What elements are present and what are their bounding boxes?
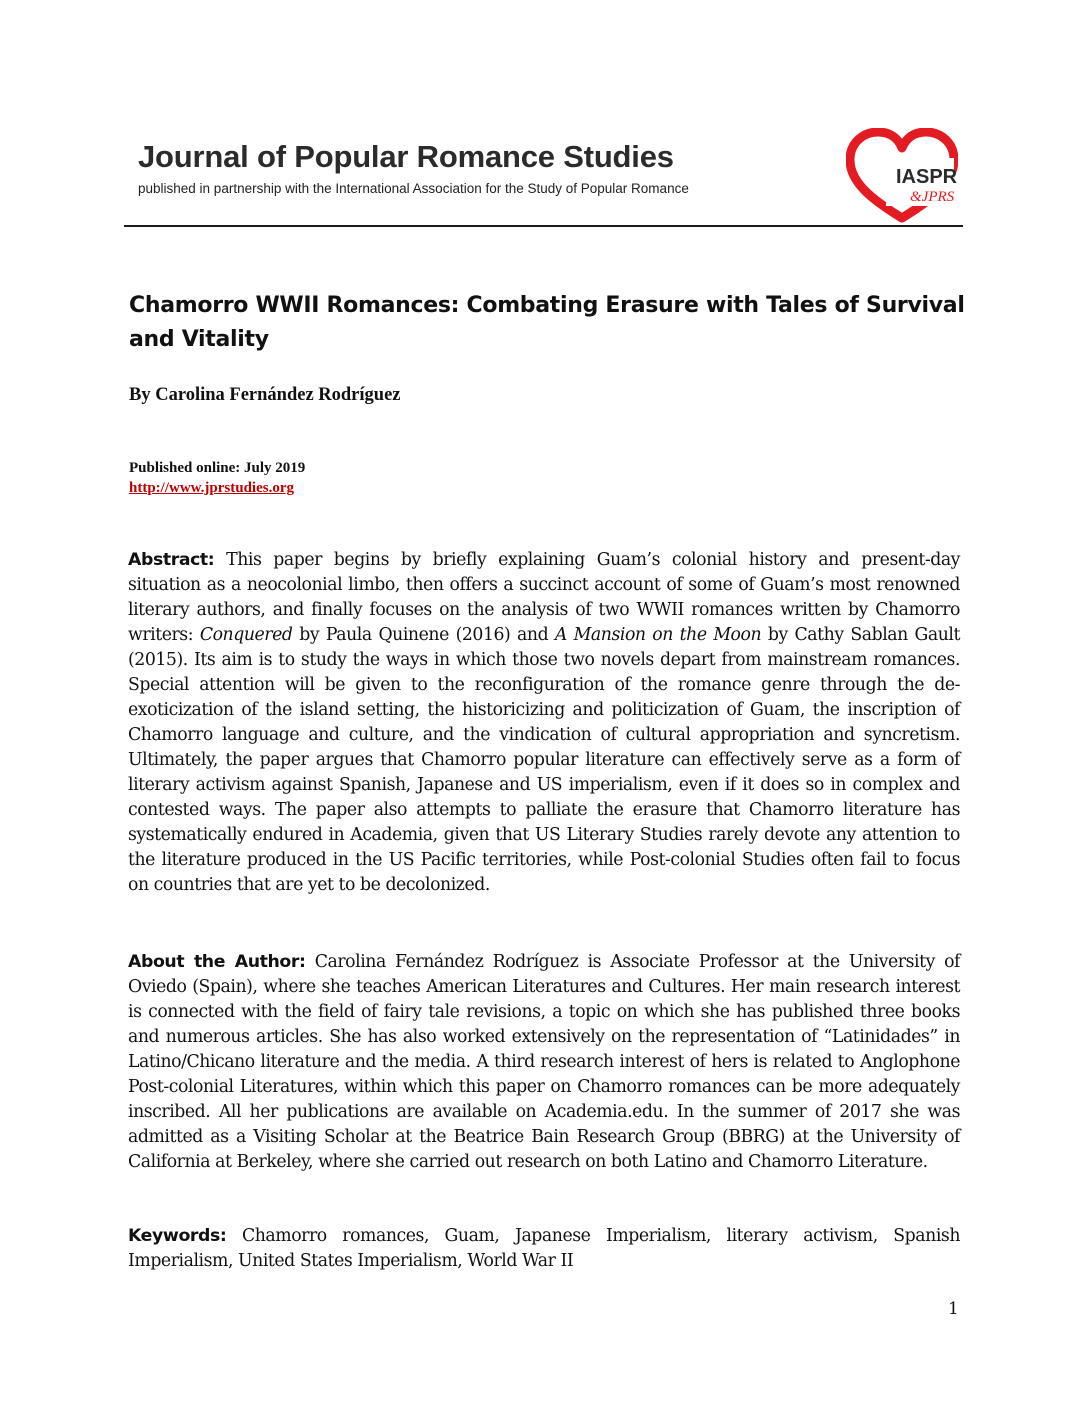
abstract-book-title-2: A Mansion on the Moon [554,625,762,645]
logo-text-iaspr: IASPR [896,166,958,188]
article-title: Chamorro WWII Romances: Combating Erasure with Tales of Survival and Vitality [129,293,965,352]
keywords-text: Chamorro romances, Guam, Japanese Imperialism, literary activism, Spanish Imperialism, United States Imperialism, World War II [128,1226,960,1271]
journal-subtitle: published in partnership with the International Association for the Study of Popular Romance [138,181,689,196]
abstract-text-3: by Cathy Sablan Gault (2015). Its aim is to study the ways in which those two novels depart from mainstream romances. Special attention will be given to the reconfiguration of the romance genre through the de-exoticization of the island setting, the historicizing and politicization of Guam, the inscription of Chamorro language and culture, and the vindication of cultural appropriation and syncretism. Ultimately, the paper argues that Chamorro popular literature can effectively serve as a form of literary activism against Spanish, Japanese and US imperialism, even if it does so in complex and contested ways. The paper also attempts to palliate the erasure that Chamorro literature has systematically endured in Academia, given that US Literary Studies rarely devote any attention to the literature produced in the US Pacific territories, while Post-colonial Studies often fail to focus on countries that are yet to be decolonized. [128,625,960,895]
abstract-text-2: by Paula Quinene (2016) and [292,625,555,645]
iaspr-jprs-logo [846,128,958,224]
published-date: Published online: July 2019 [129,460,306,476]
about-author-paragraph [128,950,960,1175]
abstract-text-1: This paper begins by briefly explaining Guam’s colonial history and present-day situation as a neocolonial limbo, then offers a succinct account of some of Guam’s most renowned literary authors, and finally focuses on the analysis of two WWII romances written by Chamorro writers: [128,550,960,645]
keywords-paragraph [128,1224,960,1274]
about-author-text: Carolina Fernández Rodríguez is Associate Professor at the University of Oviedo (Spain), where she teaches American Literatures and Cultures. Her main research interest is connected with the field of fairy tale revisions, a topic on which she has published three books and numerous articles. She has also worked extensively on the representation of “Latinidades” in Latino/Chicano literature and the media. A third research interest of hers is related to Anglophone Post-colonial Literatures, within which this paper on Chamorro romances can be more adequately inscribed. All her publications are available on Academia.edu. In the summer of 2017 she was admitted as a Visiting Scholar at the Beatrice Bain Research Group (BBRG) at the University of California at Berkeley, where she carried out research on both Latino and Chamorro Literature. [128,952,960,1172]
abstract-paragraph [128,548,960,898]
header-divider [124,225,963,227]
about-author-label: About the Author: [128,952,306,972]
journal-header [138,138,838,198]
abstract-label: Abstract: [128,550,215,570]
logo-text-jprs: &JPRS [910,189,955,205]
author-byline: By Carolina Fernández Rodríguez [129,385,401,405]
abstract-book-title-1: Conquered [199,625,293,645]
journal-title: Journal of Popular Romance Studies [138,139,674,174]
keywords-label: Keywords: [128,1226,227,1246]
page-number: 1 [948,1299,959,1319]
journal-website-link[interactable]: http://www.jprstudies.org [129,480,295,496]
